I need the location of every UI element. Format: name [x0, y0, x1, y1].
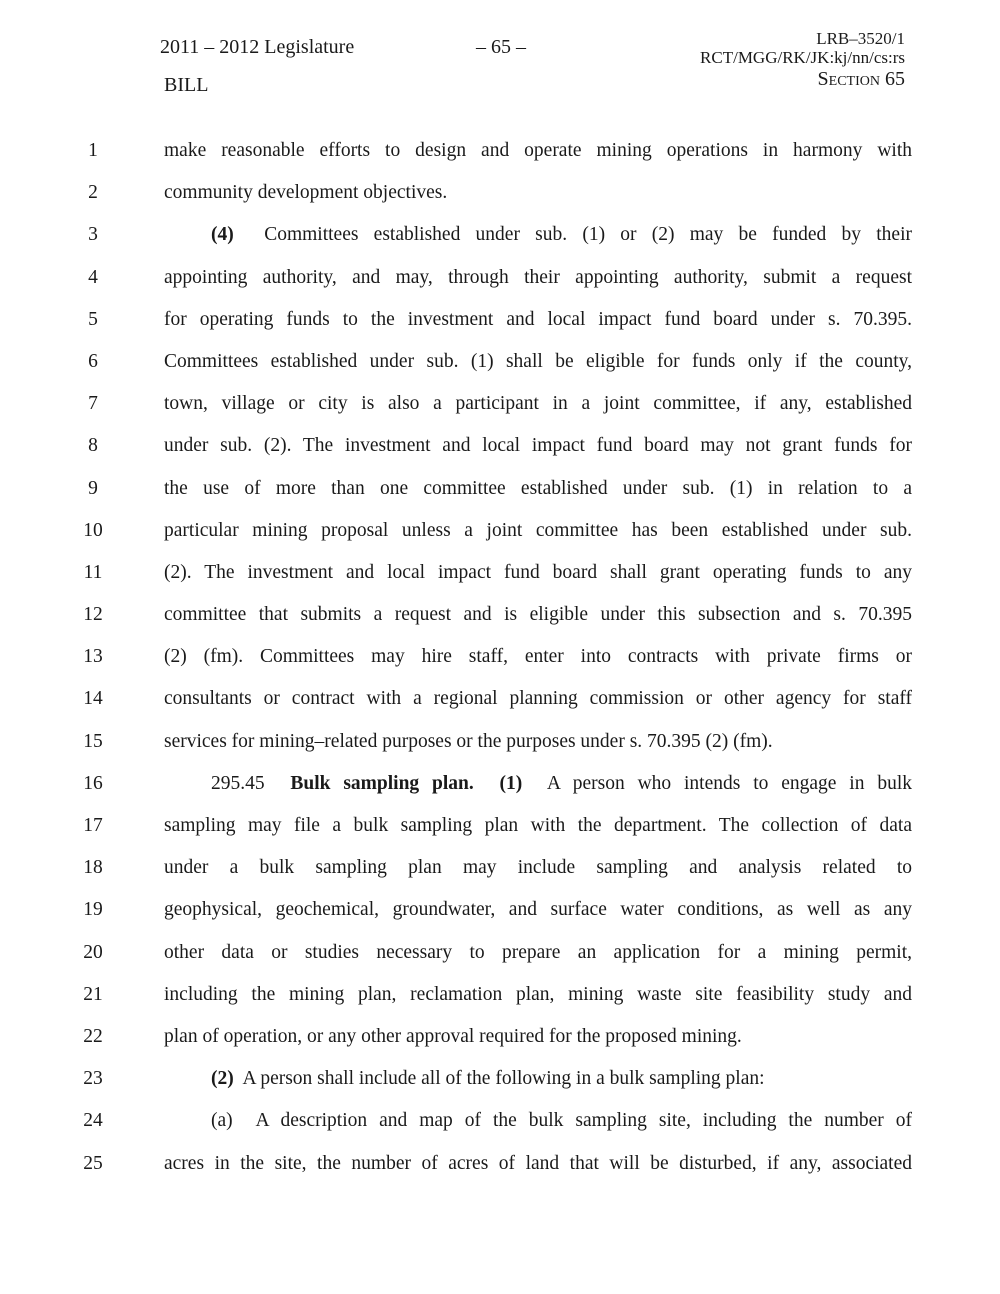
line-number: 21 [83, 983, 103, 1005]
bill-label: BILL [164, 74, 209, 96]
line-number: 7 [88, 393, 98, 415]
line-text: (2) (fm). Committees may hire staff, enter into contracts with private firms or [164, 646, 912, 668]
line-16 [0, 769, 1000, 811]
lrb-number: LRB–3520/1 [816, 29, 905, 48]
line-22 [0, 1022, 1000, 1064]
line-text: committee that submits a request and is eligible under this subsection and s. 70.395 [164, 604, 912, 626]
line-text [211, 1064, 912, 1094]
line-text: for operating funds to the investment and local impact fund board under s. 70.395. [164, 308, 912, 330]
line-number: 15 [83, 730, 103, 752]
page-header [0, 0, 1000, 110]
line-text [211, 769, 912, 799]
paragraph-letter: (a) [211, 1110, 233, 1132]
drafter-initials: RCT/MGG/RK/JK:kj/nn/cs:rs [700, 48, 905, 67]
line-17 [0, 811, 1000, 853]
statute-title: Bulk sampling plan. [290, 772, 474, 794]
line-6 [0, 347, 1000, 389]
header-right-block [700, 30, 905, 89]
line-number: 11 [83, 561, 103, 583]
line-text [211, 220, 912, 250]
section-label: Section 65 [817, 68, 905, 90]
line-text: Committees established under sub. (1) shall be eligible for funds only if the county, [164, 350, 912, 372]
subsection-number: (1) [499, 772, 523, 794]
line-text: consultants or contract with a regional planning commission or other agency for staff [164, 688, 912, 710]
line-text: geophysical, geochemical, groundwater, and surface water conditions, as well as any [164, 899, 912, 921]
line-24 [0, 1106, 1000, 1148]
line-number: 10 [83, 519, 103, 541]
line-number: 5 [88, 308, 98, 330]
line-number: 18 [83, 857, 103, 879]
line-5 [0, 305, 1000, 347]
line-number: 1 [88, 140, 98, 161]
line-12 [0, 600, 1000, 642]
line-text: under a bulk sampling plan may include sampling and analysis related to [164, 857, 912, 879]
line-number: 20 [83, 941, 103, 963]
line-text: acres in the site, the number of acres of land that will be disturbed, if any, associated [164, 1152, 912, 1174]
line-number: 12 [83, 604, 103, 626]
line-1 [0, 136, 1000, 178]
bill-text [0, 136, 1000, 1191]
line-text: (2). The investment and local impact fund board shall grant operating funds to any [164, 561, 912, 583]
line-text: community development objectives. [164, 182, 448, 204]
line-10 [0, 516, 1000, 558]
line-25 [0, 1149, 1000, 1191]
line-text: services for mining–related purposes or the purposes under s. 70.395 (2) (fm). [164, 730, 773, 752]
line-number: 2 [88, 182, 98, 204]
line-text [211, 1106, 912, 1136]
line-21 [0, 980, 1000, 1022]
line-23 [0, 1064, 1000, 1106]
line-number: 6 [88, 350, 98, 372]
line-text: sampling may file a bulk sampling plan with the department. The collection of data [164, 815, 912, 836]
line-13 [0, 642, 1000, 684]
page-number: – 65 – [476, 36, 526, 58]
line-19 [0, 895, 1000, 937]
line-number: 17 [83, 815, 103, 836]
line-20 [0, 938, 1000, 980]
line-3 [0, 220, 1000, 262]
line-8 [0, 431, 1000, 473]
line-7 [0, 389, 1000, 431]
subsection-number: (2) [211, 1068, 234, 1090]
line-18 [0, 853, 1000, 895]
line-number: 13 [83, 646, 103, 668]
line-number: 24 [83, 1110, 103, 1132]
line-text: plan of operation, or any other approval required for the proposed mining. [164, 1025, 742, 1047]
line-content: A person who intends to engage in bulk [546, 772, 912, 794]
line-number: 25 [83, 1152, 103, 1174]
line-text: make reasonable efforts to design and operate mining operations in harmony with [164, 140, 912, 161]
line-text: appointing authority, and may, through their appointing authority, submit a request [164, 266, 912, 288]
line-2 [0, 178, 1000, 220]
line-text: town, village or city is also a participant in a joint committee, if any, established [164, 393, 912, 415]
line-text: particular mining proposal unless a joint committee has been established under sub. [164, 519, 912, 541]
line-number: 16 [83, 772, 103, 794]
line-number: 3 [88, 224, 98, 246]
line-number: 23 [83, 1068, 103, 1090]
line-content: A person shall include all of the following in a bulk sampling plan: [242, 1068, 765, 1090]
line-content: A description and map of the bulk sampling site, including the number of [255, 1110, 912, 1132]
legislature-session: 2011 – 2012 Legislature [160, 36, 355, 58]
line-number: 22 [83, 1025, 103, 1047]
statute-number: 295.45 [211, 772, 265, 794]
line-4 [0, 263, 1000, 305]
line-text: the use of more than one committee established under sub. (1) in relation to a [164, 477, 912, 499]
line-9 [0, 474, 1000, 516]
line-text: other data or studies necessary to prepare an application for a mining permit, [164, 941, 912, 963]
line-number: 14 [83, 688, 103, 710]
line-content: Committees established under sub. (1) or (2) may be funded by their [264, 224, 912, 246]
line-15 [0, 727, 1000, 769]
line-11 [0, 558, 1000, 600]
line-14 [0, 684, 1000, 726]
line-number: 9 [88, 477, 98, 499]
line-number: 19 [83, 899, 103, 921]
line-number: 4 [88, 266, 98, 288]
line-text: including the mining plan, reclamation plan, mining waste site feasibility study and [164, 983, 912, 1005]
subsection-number: (4) [211, 224, 234, 246]
line-text: under sub. (2). The investment and local impact fund board may not grant funds for [164, 435, 912, 457]
line-number: 8 [88, 435, 98, 457]
